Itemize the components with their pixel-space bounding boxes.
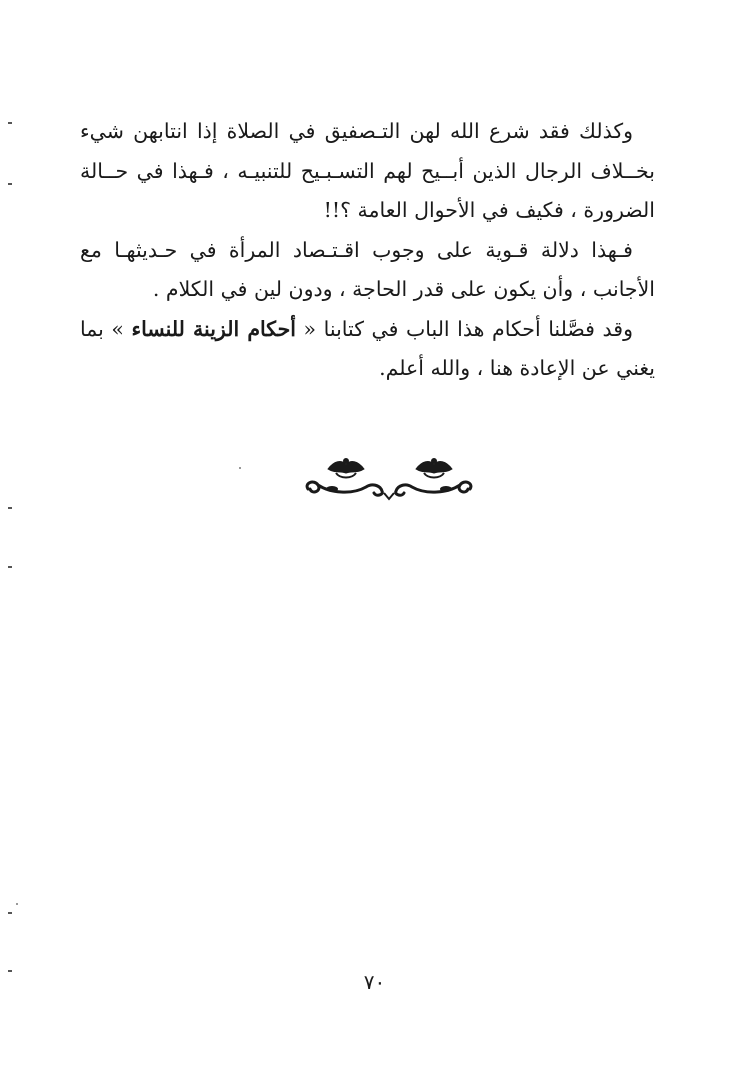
paragraph-3	[80, 310, 655, 389]
scan-mark	[8, 970, 12, 972]
paragraph-1-line-2: بخــلاف الرجال الذين أبــيح لهم التسـبـيح للتنبيـه ، فـهذا في حــالة	[80, 158, 655, 183]
ornament-right-flower	[416, 458, 452, 478]
scan-mark	[239, 467, 241, 469]
page-number: ٧٠	[363, 970, 386, 994]
body-text	[80, 112, 655, 389]
paragraph-2-line-1: فـهذا دلالة قـوية على وجوب اقـتـصاد المرأة في حـديثهـا مع	[80, 237, 633, 262]
scan-mark	[16, 903, 18, 905]
paragraph-1	[80, 112, 655, 231]
scan-mark	[8, 912, 12, 914]
paragraph-2	[80, 231, 655, 310]
ornament-left-flower	[328, 458, 364, 478]
scan-mark	[8, 183, 12, 185]
scan-mark	[8, 507, 12, 509]
paragraph-1-line-3: الضرورة ، فكيف في الأحوال العامة ؟!!	[323, 198, 655, 222]
scan-mark	[8, 566, 12, 568]
paragraph-1-line-1: وكذلك فقد شرع الله لهن التـصفيق في الصلاة إذا انتابهن شيء	[80, 119, 633, 143]
book-title-reference: أحكام الزينة للنساء	[131, 316, 296, 341]
floral-ornament-icon	[300, 455, 478, 505]
scan-mark	[8, 122, 12, 124]
paragraph-3-text-end: » بما يغني عن الإعادة هنا ، والله أعلم.	[80, 316, 655, 380]
paragraph-2-line-2: الأجانب ، وأن يكون على قدر الحاجة ، ودون لين في الكلام .	[152, 277, 655, 301]
paragraph-3-text-start: وقد فصَّلنا أحكام هذا الباب في كتابنا «	[295, 316, 633, 341]
